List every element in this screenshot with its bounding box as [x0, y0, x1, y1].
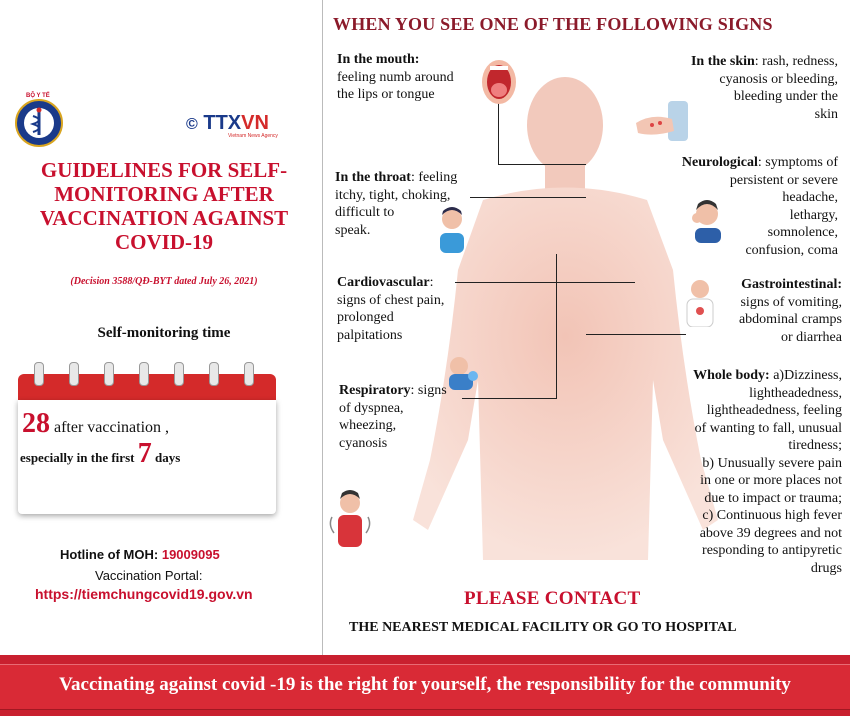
- respiratory-person-icon: [445, 354, 481, 390]
- cardio-line: :: [429, 275, 434, 290]
- ttx-brand-b: VN: [241, 112, 269, 134]
- calendar-line-1: [22, 408, 169, 440]
- gastro-title: Gastrointestinal:: [741, 277, 842, 292]
- gastro-line: signs of vomiting,: [740, 294, 842, 310]
- mouth-block: [337, 51, 454, 104]
- respiratory-line: of dyspnea,: [339, 400, 404, 416]
- portal-url-link[interactable]: https://tiemchungcovid19.gov.vn: [35, 586, 253, 602]
- please-contact-heading: PLEASE CONTACT: [464, 588, 641, 609]
- gastro-line: abdominal cramps: [738, 312, 842, 327]
- copyright-symbol: ©: [186, 116, 198, 133]
- after-vaccination-text: after vaccination ,: [54, 419, 170, 436]
- neuro-line: headache,: [782, 190, 838, 205]
- calendar-ring: [209, 362, 219, 386]
- open-mouth-icon: [480, 58, 518, 106]
- throat-line: itchy, tight, choking,: [335, 187, 451, 203]
- first-days-number: 7: [137, 438, 152, 469]
- neuro-line: persistent or severe: [729, 172, 838, 188]
- whole-body-title: Whole body:: [693, 368, 770, 383]
- calendar-ring: [139, 362, 149, 386]
- connector-line: [556, 254, 557, 399]
- neuro-line: somnolence,: [767, 225, 838, 240]
- connector-line: [498, 164, 586, 165]
- mouth-line: feeling numb around: [337, 69, 454, 85]
- whole-body-line: lightheadedness, feeling: [706, 403, 842, 418]
- neuro-title: Neurological: [681, 155, 758, 170]
- ttx-brand-a: TTX: [203, 112, 242, 134]
- connector-line: [462, 398, 557, 399]
- skin-block: [630, 53, 838, 123]
- cardio-title: Cardiovascular: [337, 275, 430, 290]
- cardio-line: palpitations: [337, 327, 403, 343]
- gastro-line: or diarrhea: [780, 329, 842, 345]
- whole-body-line: of wanting to fall, unusual: [694, 420, 842, 436]
- decision-note: (Decision 3588/QĐ-BYT dated July 26, 2021): [70, 276, 258, 287]
- moh-logo: [14, 98, 64, 148]
- signs-heading: WHEN YOU SEE ONE OF THE FOLLOWING SIGNS: [333, 14, 773, 34]
- portal-label: Vaccination Portal:: [95, 568, 203, 583]
- ttxvn-logo: [186, 112, 269, 135]
- skin-line: bleeding under the: [733, 89, 838, 104]
- whole-body-line: drugs: [810, 560, 842, 576]
- skin-title: In the skin: [690, 54, 755, 69]
- respiratory-line: wheezing,: [339, 418, 397, 433]
- hotline-number[interactable]: 19009095: [161, 547, 220, 562]
- neuro-block: [630, 154, 838, 259]
- gastro-block: [630, 276, 842, 346]
- nearest-facility-text: THE NEAREST MEDICAL FACILITY OR GO TO HOSPITAL: [349, 620, 737, 635]
- days-number: 28: [22, 408, 50, 439]
- skin-line: skin: [814, 106, 838, 122]
- respiratory-line: cyanosis: [339, 435, 388, 451]
- respiratory-title: Respiratory: [339, 383, 411, 398]
- throat-title: In the throat: [335, 170, 411, 185]
- whole-body-line: b) Unusually severe pain: [702, 455, 842, 471]
- neuro-line: confusion, coma: [745, 242, 838, 258]
- whole-body-block: [650, 367, 842, 577]
- footer-slogan: Vaccinating against covid -19 is the right for yourself, the responsibility for the community: [59, 674, 791, 695]
- calendar-line-2: [20, 438, 180, 470]
- calendar-ring: [244, 362, 254, 386]
- hotline: [60, 547, 220, 562]
- respiratory-line: : signs: [410, 383, 447, 398]
- skin-line: cyanosis or bleeding,: [719, 71, 838, 87]
- whole-body-line: responding to antipyretic: [702, 543, 842, 558]
- connector-line: [470, 197, 586, 198]
- whole-body-line: lightheadedness,: [749, 385, 842, 401]
- fever-person-icon: [326, 487, 374, 547]
- calendar-ring: [69, 362, 79, 386]
- whole-body-line: above 39 degrees and not: [699, 525, 842, 541]
- calendar-ring: [104, 362, 114, 386]
- cardio-line: signs of chest pain,: [337, 292, 445, 308]
- whole-body-line: in one or more places not: [700, 473, 842, 488]
- self-monitoring-label: Self-monitoring time: [97, 325, 231, 341]
- days-word: days: [154, 450, 181, 465]
- whole-body-line: a)Dizziness,: [769, 368, 842, 383]
- calendar-ring: [174, 362, 184, 386]
- whole-body-line: c) Continuous high fever: [702, 508, 842, 523]
- especially-text: especially in the first: [20, 450, 135, 465]
- neuro-line: lethargy,: [789, 207, 838, 223]
- throat-line: : feeling: [410, 170, 458, 185]
- mouth-title: In the mouth:: [337, 52, 420, 67]
- cardio-line: prolonged: [337, 310, 394, 325]
- throat-line: difficult to: [335, 205, 395, 220]
- connector-line: [455, 282, 635, 283]
- ttxvn-subtitle: Vietnam News Agency: [228, 133, 278, 139]
- whole-body-line: due to impact or trauma;: [704, 490, 842, 506]
- cardio-block: [337, 274, 444, 344]
- guidelines-title: GUIDELINES FOR SELF-MONITORING AFTER VACCINATION AGAINST COVID-19: [39, 158, 289, 254]
- throat-block: [335, 169, 457, 239]
- throat-line: speak.: [335, 222, 371, 238]
- calendar-ring: [34, 362, 44, 386]
- respiratory-block: [339, 382, 447, 452]
- hotline-label: Hotline of MOH:: [60, 547, 159, 562]
- mouth-line: the lips or tongue: [337, 87, 435, 102]
- skin-line: : rash, redness,: [754, 54, 838, 69]
- moh-logo-label: BỘ Y TẾ: [26, 93, 50, 99]
- whole-body-line: tiredness;: [788, 438, 842, 453]
- neuro-line: : symptoms of: [757, 155, 838, 170]
